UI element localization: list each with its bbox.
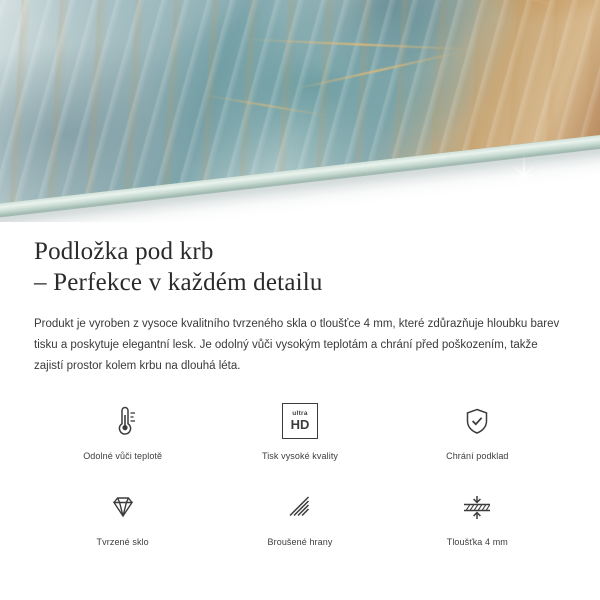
feature-label: Chrání podklad [446, 451, 509, 461]
feature-item-tempered-glass [34, 485, 211, 567]
feature-label: Tisk vysoké kvality [261, 451, 339, 461]
hero-image-inner [0, 0, 600, 222]
feature-label: Tloušťka 4 mm [446, 537, 508, 547]
feature-item-print-quality [211, 399, 388, 481]
feature-label: Broušené hrany [267, 537, 333, 547]
feature-label: Odolné vůči teplotě [83, 451, 163, 461]
feature-item-protection [389, 399, 566, 481]
polished-edges-icon [280, 485, 320, 529]
feature-grid [34, 399, 566, 567]
page-title [34, 222, 566, 298]
diamond-icon [103, 485, 143, 529]
feature-item-thickness [389, 485, 566, 567]
thermometer-icon [103, 399, 143, 443]
feature-label: Tvrzené sklo [96, 537, 149, 547]
headline-line-1: Podložka pod krb [34, 238, 214, 265]
shield-check-icon [457, 399, 497, 443]
ultra-hd-badge-bottom: HD [290, 417, 310, 433]
hero-image [0, 0, 600, 222]
ultra-hd-badge-top: ultra [292, 409, 308, 417]
description-paragraph: Produkt je vyroben z vysoce kvalitního tvrzeného skla o tloušťce 4 mm, které zdůrazňuje hloubku barev tisku a poskytuje elegantní lesk. Je odolný vůči vysokým teplotám a chrání před poškozením, takže zajistí prostor kolem krbu na dlouhá léta. [34, 318, 560, 372]
content-area [0, 222, 600, 567]
ultra-hd-icon [282, 399, 318, 443]
feature-item-temperature [34, 399, 211, 481]
headline-line-2: – Perfekce v každém detailu [34, 269, 323, 296]
feature-item-polished-edges [211, 485, 388, 567]
thickness-arrows-icon [455, 485, 499, 529]
